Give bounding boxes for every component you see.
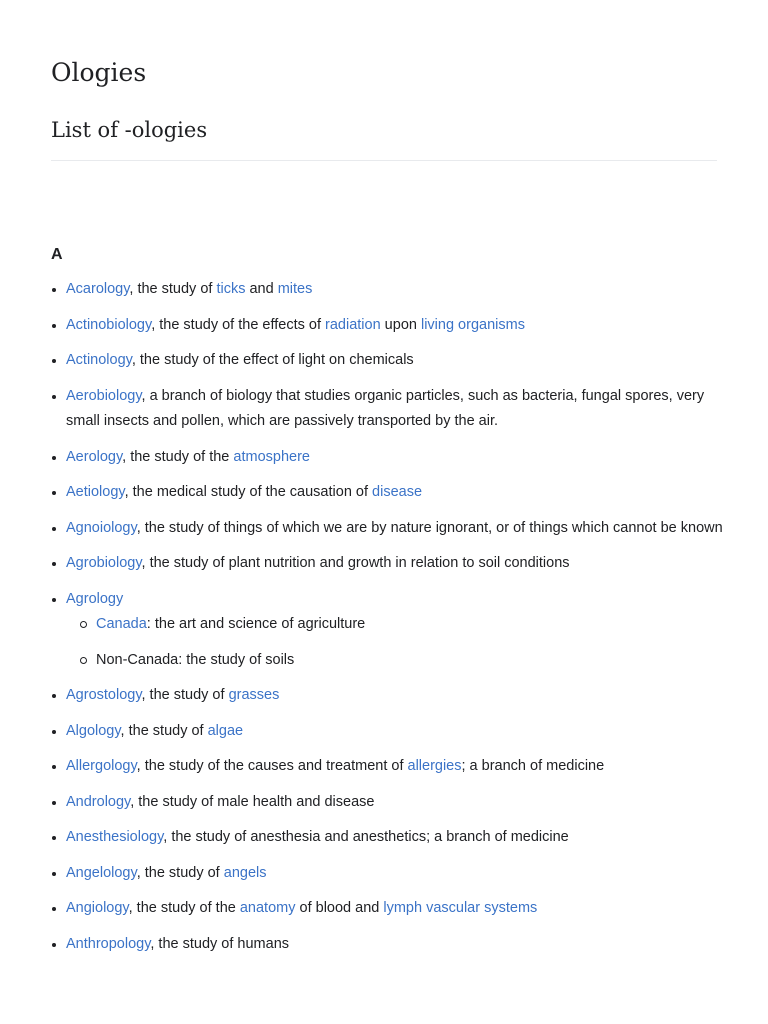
reference-link[interactable]: mites xyxy=(277,281,313,297)
term-link[interactable]: Angiology xyxy=(66,900,129,916)
term-link[interactable]: Anthropology xyxy=(66,935,151,952)
definition-text: , the study of male health and disease xyxy=(130,793,375,810)
title-divider xyxy=(51,160,717,161)
list-item xyxy=(66,932,732,958)
definition-text: , the study of the xyxy=(128,900,240,916)
reference-link[interactable]: grasses xyxy=(228,687,280,703)
list-item xyxy=(66,587,732,674)
definition-text: , the study of the effect of light on chemicals xyxy=(131,352,414,368)
definition-text: , the study of xyxy=(129,281,217,297)
list-item xyxy=(66,790,732,816)
reference-link[interactable]: disease xyxy=(372,484,423,500)
term-link[interactable]: Acarology xyxy=(66,281,130,297)
definition-text: : the art and science of agriculture xyxy=(146,616,366,632)
term-link[interactable]: Angelology xyxy=(66,864,137,881)
definition-text: upon xyxy=(380,316,421,333)
definition-text: , the study of xyxy=(120,722,208,739)
definition-text: , the study of plant nutrition and growth in relation to soil conditions xyxy=(141,555,570,571)
definition-text: and xyxy=(245,281,278,297)
term-link[interactable]: Allergology xyxy=(66,758,137,774)
term-link[interactable]: Anesthesiology xyxy=(66,829,164,845)
definition-text: , a branch of biology that studies organic particles, such as bacteria, fungal spores, very small insects and pollen, which are passively transported by the air. xyxy=(66,387,705,429)
reference-link[interactable]: allergies xyxy=(407,758,462,774)
list-item xyxy=(66,825,732,851)
list-item xyxy=(66,719,732,745)
reference-link[interactable]: lymph vascular systems xyxy=(383,900,538,916)
reference-link[interactable]: angels xyxy=(223,864,267,881)
definition-text: , the study of anesthesia and anesthetics; a branch of medicine xyxy=(163,829,569,845)
definition-text: ; a branch of medicine xyxy=(461,758,605,774)
term-link[interactable]: Algology xyxy=(66,722,121,739)
definition-text: , the study of humans xyxy=(150,935,290,952)
term-link[interactable]: Agnoiology xyxy=(66,519,137,536)
list-item xyxy=(66,313,732,339)
term-link[interactable]: Aerobiology xyxy=(66,387,142,404)
definition-text: , the study of xyxy=(136,864,224,881)
definition-text: Non-Canada: the study of soils xyxy=(96,651,295,668)
term-link[interactable]: Agrobiology xyxy=(66,555,142,571)
page-title: List of -ologies xyxy=(51,118,208,142)
reference-link[interactable]: anatomy xyxy=(239,900,296,916)
list-item xyxy=(66,861,732,887)
term-link[interactable]: Aetiology xyxy=(66,484,125,500)
term-link[interactable]: Actinology xyxy=(66,352,132,368)
term-link[interactable]: Agrostology xyxy=(66,687,142,703)
definition-text: , the study of things of which we are by nature ignorant, or of things which cannot be known xyxy=(136,519,723,536)
term-link[interactable]: Actinobiology xyxy=(66,316,152,333)
list-item xyxy=(66,277,732,303)
definition-text: of blood and xyxy=(295,900,384,916)
reference-link[interactable]: living organisms xyxy=(420,316,525,333)
reference-link[interactable]: radiation xyxy=(325,316,381,333)
list-item xyxy=(66,896,732,922)
reference-link[interactable]: ticks xyxy=(216,281,246,297)
sub-list xyxy=(66,612,732,673)
sub-list-item xyxy=(96,612,732,638)
reference-link[interactable]: algae xyxy=(207,722,244,739)
term-link[interactable]: Agrology xyxy=(66,590,124,607)
definition-text: , the study of the effects of xyxy=(151,316,326,333)
sub-list-item xyxy=(96,648,732,674)
list-item xyxy=(66,445,732,471)
list-item xyxy=(66,683,732,709)
section-heading: A xyxy=(51,246,63,263)
definition-text: , the study of the causes and treatment of xyxy=(136,758,408,774)
list-item xyxy=(66,551,732,577)
list-item xyxy=(66,384,732,435)
list-item xyxy=(66,516,732,542)
reference-link[interactable]: atmosphere xyxy=(233,448,310,465)
term-link[interactable]: Andrology xyxy=(66,793,131,810)
term-link[interactable]: Aerology xyxy=(66,448,123,465)
list-item xyxy=(66,480,732,506)
definition-text: , the study of xyxy=(141,687,229,703)
definition-text: , the medical study of the causation of xyxy=(124,484,373,500)
list-item xyxy=(66,348,732,374)
site-title: Ologies xyxy=(51,58,147,87)
list-item xyxy=(66,754,732,780)
definition-text: , the study of the xyxy=(122,448,234,465)
term-link[interactable]: Canada xyxy=(96,616,147,632)
ology-list xyxy=(51,277,732,967)
